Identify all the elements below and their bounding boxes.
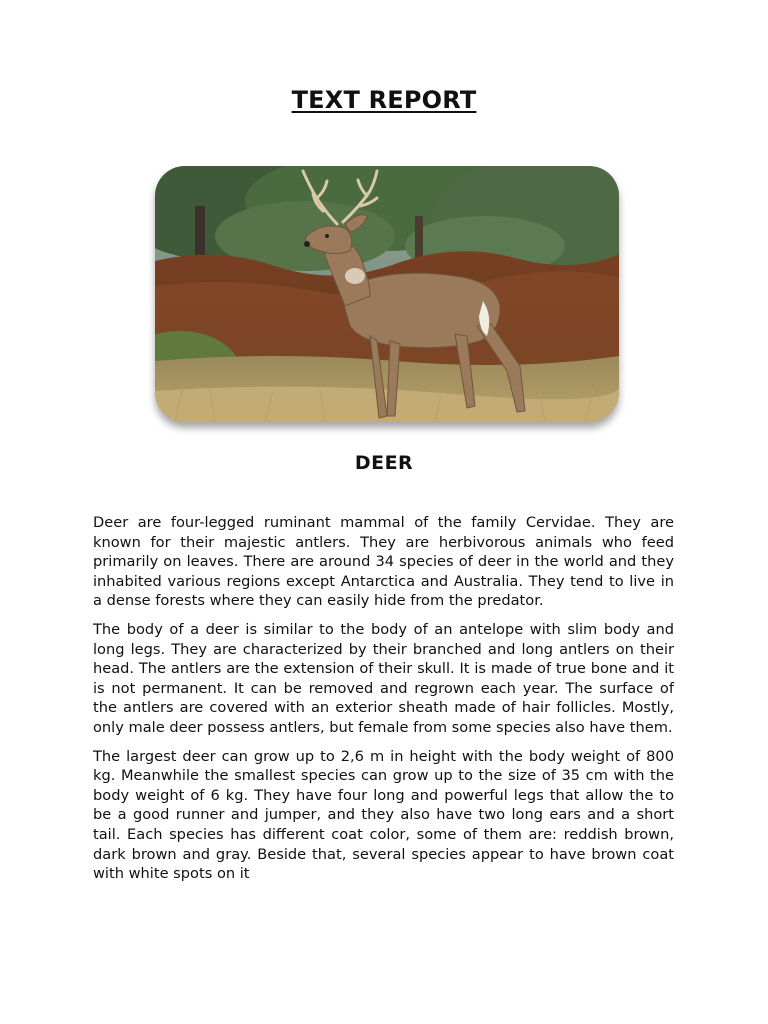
- page-title: TEXT REPORT: [291, 86, 477, 114]
- paragraph: The largest deer can grow up to 2,6 m in height with the body weight of 800 kg. Meanwhile the smallest species can grow up to the size of 35 cm with the body weight of 6 kg. They have four long and powerful legs that allow the to be a good runner and jumper, and they also have two long ears and a short tail. Each species has different coat color, some of them are: reddish brown, dark brown and gray. Beside that, several species appear to have brown coat with white spots on it: [93, 747, 674, 883]
- paragraph: Deer are four-legged ruminant mammal of the family Cervidae. They are known for their majestic antlers. They are herbivorous animals who feed primarily on leaves. There are around 34 species of deer in the world and they inhabited various regions except Antarctica and Australia. They tend to live in a dense forests where they can easily hide from the predator.: [93, 514, 674, 610]
- section-heading: DEER: [354, 452, 414, 474]
- deer-photo: [155, 166, 619, 422]
- report-body: [93, 513, 674, 893]
- paragraph: The body of a deer is similar to the body of an antelope with slim body and long legs. They are characterized by their branched and long antlers on their head. The antlers are the extension of their skull. It is made of true bone and it is not permanent. It can be removed and regrown each year. The surface of the antlers are covered with an exterior sheath made of hair follicles. Mostly, only male deer possess antlers, but female from some species also have them.: [93, 620, 674, 736]
